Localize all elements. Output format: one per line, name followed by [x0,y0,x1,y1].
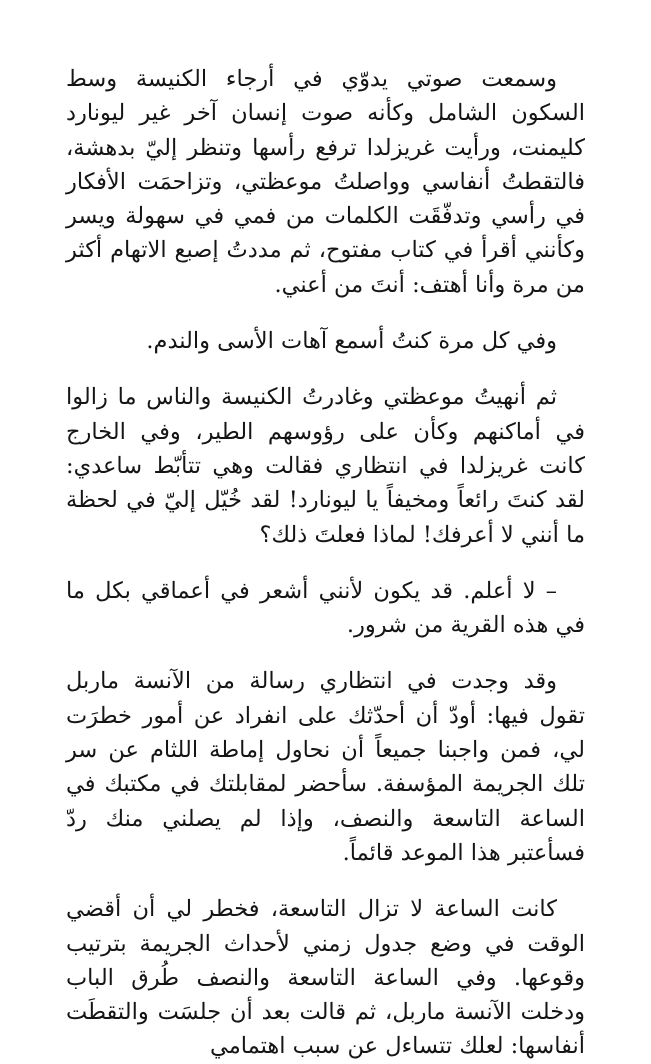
paragraph: كانت الساعة لا تزال التاسعة، فخطر لي أن أقضي الوقت في وضع جدول زمني لأحداث الجريمة بترتيب وقوعها. وفي الساعة التاسعة والنصف طُرق الباب ودخلت الآنسة ماربل، ثم قالت بعد أن جلسَت والتقطَت أنفاسها: لعلك تتساءل عن سبب اهتمامي [66,896,585,1060]
book-page [66,62,585,1060]
dialog-paragraph: – لا أعلم. قد يكون لأنني أشعر في أعماقي بكل ما في هذه القرية من شرور. [66,577,585,639]
paragraph: وقد وجدت في انتظاري رسالة من الآنسة ماربل تقول فيها: أودّ أن أحدّثك على انفراد عن أمور خطرَت لي، فمن واجبنا جميعاً أن نحاول إماطة اللثام عن سر تلك الجريمة المؤسفة. سأحضر لمقابلتك في مكتبك في الساعة التاسعة والنصف، وإذا لم يصلني منك ردّ فسأعتبر هذا الموعد قائماً. [66,668,585,866]
paragraph: وسمعت صوتي يدوّي في أرجاء الكنيسة وسط السكون الشامل وكأنه صوت إنسان آخر غير ليونارد كليمنت، ورأيت غريزلدا ترفع رأسها وتنظر إليّ بدهشة، فالتقطتُ أنفاسي وواصلتُ موعظتي، وتزاحمَت الأفكار في رأسي وتدفّقَت الكلمات من فمي في سهولة ويسر وكأنني أقرأ في كتاب مفتوح، ثم مددتُ إصبع الاتهام أكثر من مرة وأنا أهتف: أنتَ من أعني. [66,66,585,298]
paragraph: وفي كل مرة كنتُ أسمع آهات الأسى والندم. [146,328,557,355]
paragraph: ثم أنهيتُ موعظتي وغادرتُ الكنيسة والناس ما زالوا في أماكنهم وكأن على رؤوسهم الطير، وفي الخارج كانت غريزلدا في انتظاري فقالت وهي تتأبّط ساعدي: لقد كنتَ رائعاً ومخيفاً يا ليونارد! لقد خُيّل إليّ في لحظة ما أنني لا أعرفك! لماذا فعلتَ ذلك؟ [66,384,585,548]
